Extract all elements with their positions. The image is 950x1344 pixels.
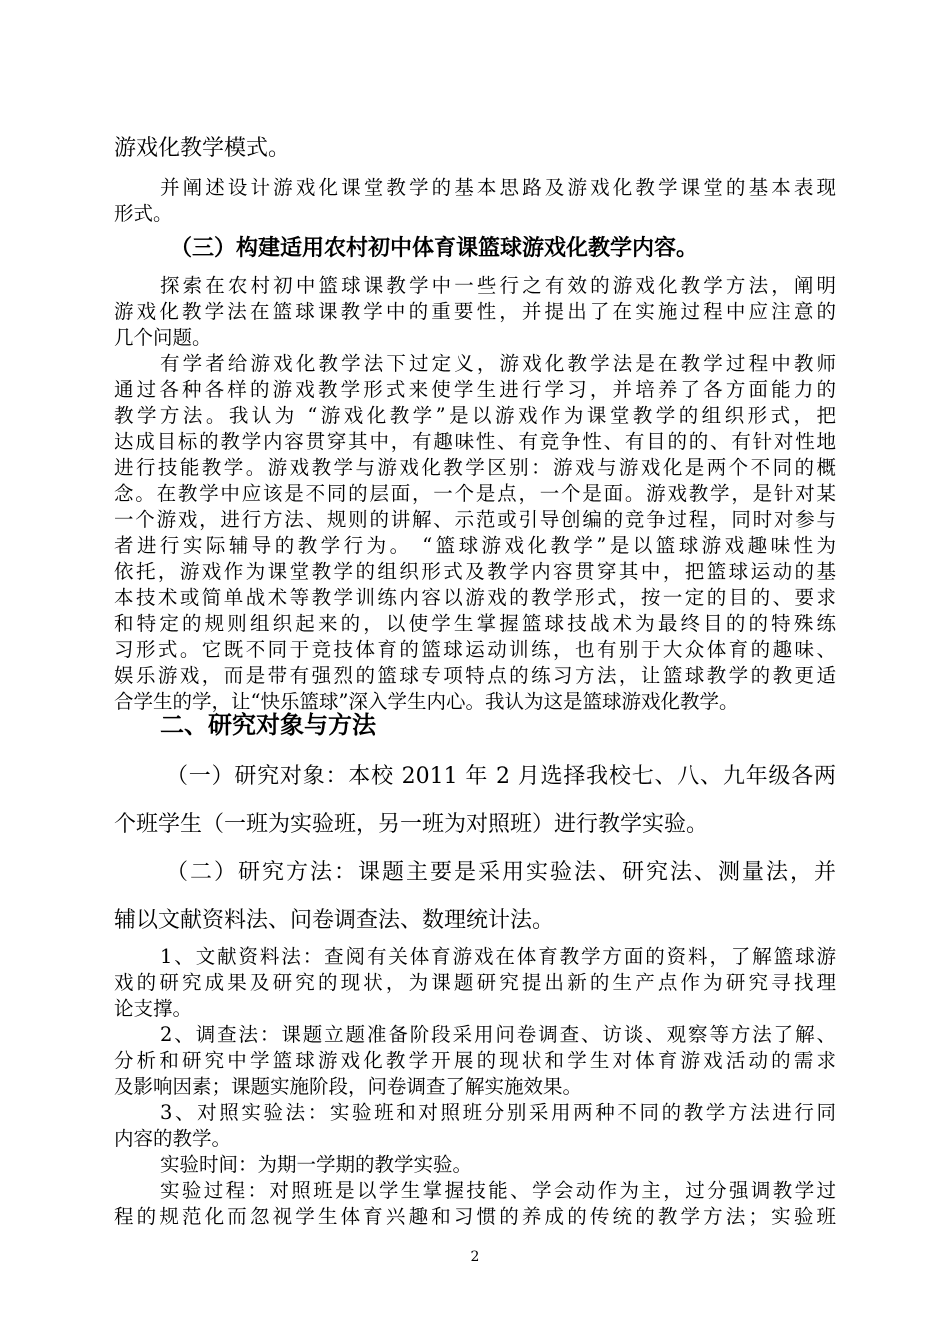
paragraph-line: 习形式。它既不同于竞技体育的篮球运动训练，也有别于大众体育的趣味、 (114, 638, 836, 661)
paragraph-line: 达成目标的教学内容贯穿其中，有趣味性、有竞争性、有目的的、有针对性地 (114, 430, 836, 453)
paragraph-line: 几个问题。 (114, 326, 212, 349)
paragraph-line: 3、对照实验法：实验班和对照班分别采用两种不同的教学方法进行同 (160, 1101, 836, 1124)
paragraph-line: 游戏化教学模式。 (114, 136, 291, 161)
paragraph-line: 2、调查法：课题立题准备阶段采用问卷调查、访谈、观察等方法了解、 (160, 1023, 836, 1046)
paragraph-line: 探索在农村初中篮球课教学中一些行之有效的游戏化教学方法，阐明 (160, 274, 836, 297)
paragraph-line: 内容的教学。 (114, 1127, 232, 1150)
page-number: 2 (470, 1249, 480, 1265)
paragraph-line: 和特定的规则组织起来的，以使学生掌握篮球技战术为最终目的的特殊练 (114, 612, 836, 635)
paragraph-line: 辅以文献资料法、问卷调查法、数理统计法。 (114, 908, 555, 933)
paragraph-line: 游戏化教学法在篮球课教学中的重要性，并提出了在实施过程中应注意的 (114, 300, 836, 323)
paragraph-line: 实验时间：为期一学期的教学实验。 (160, 1153, 473, 1176)
paragraph-line: 有学者给游戏化教学法下过定义，游戏化教学法是在教学过程中教师 (160, 352, 836, 375)
paragraph-line: 形式。 (114, 202, 173, 225)
paragraph-line: 1、文献资料法：查阅有关体育游戏在体育教学方面的资料，了解篮球游 (160, 945, 836, 968)
paragraph-line: 合学生的学，让“快乐篮球”深入学生内心。我认为这是篮球游戏化教学。 (114, 690, 739, 713)
paragraph-line: 实验过程：对照班是以学生掌握技能、学会动作为主，过分强调教学过 (160, 1179, 836, 1202)
paragraph-line: 个班学生（一班为实验班，另一班为对照班）进行教学实验。 (114, 812, 709, 837)
paragraph-line: 及影响因素；课题实施阶段，问卷调查了解实施效果。 (114, 1075, 583, 1098)
paragraph-line: 教学方法。我认为 “游戏化教学”是以游戏作为课堂教学的组织形式，把 (114, 404, 836, 427)
paragraph-line: 分析和研究中学篮球游戏化教学开展的现状和学生对体育游戏活动的需求 (114, 1049, 836, 1072)
paragraph-line: 进行技能教学。游戏教学与游戏化教学区别：游戏与游戏化是两个不同的概 (114, 456, 836, 479)
paragraph-line: 并阐述设计游戏化课堂教学的基本思路及游戏化教学课堂的基本表现 (160, 176, 836, 199)
chapter-heading: 二、研究对象与方法 (160, 711, 376, 739)
paragraph-line: （一）研究对象：本校 2011 年 2 月选择我校七、八、九年级各两 (166, 764, 836, 789)
paragraph-line: （二）研究方法：课题主要是采用实验法、研究法、测量法，并 (166, 860, 836, 885)
paragraph-line: 通过各种各样的游戏教学形式来使学生进行学习，并培养了各方面能力的 (114, 378, 836, 401)
paragraph-line: 一个游戏，进行方法、规则的讲解、示范或引导创编的竞争过程，同时对参与 (114, 508, 836, 531)
paragraph-line: 者进行实际辅导的教学行为。 “篮球游戏化教学”是以篮球游戏趣味性为 (114, 534, 836, 557)
paragraph-line: 念。在教学中应该是不同的层面，一个是点，一个是面。游戏教学，是针对某 (114, 482, 836, 505)
paragraph-line: 戏的研究成果及研究的现状，为课题研究提出新的生产点作为研究寻找理 (114, 971, 836, 994)
paragraph-line: 娱乐游戏，而是带有强烈的篮球专项特点的练习方法，让篮球教学的教更适 (114, 664, 836, 687)
paragraph-line: 本技术或简单战术等教学训练内容以游戏的教学形式，按一定的目的、要求 (114, 586, 836, 609)
paragraph-line: 程的规范化而忽视学生体育兴趣和习惯的养成的传统的教学方法；实验班 (114, 1205, 836, 1228)
paragraph-line: 论支撑。 (114, 997, 193, 1020)
section-heading: （三）构建适用农村初中体育课篮球游戏化教学内容。 (170, 235, 699, 261)
paragraph-line: 依托，游戏作为课堂教学的组织形式及教学内容贯穿其中，把篮球运动的基 (114, 560, 836, 583)
